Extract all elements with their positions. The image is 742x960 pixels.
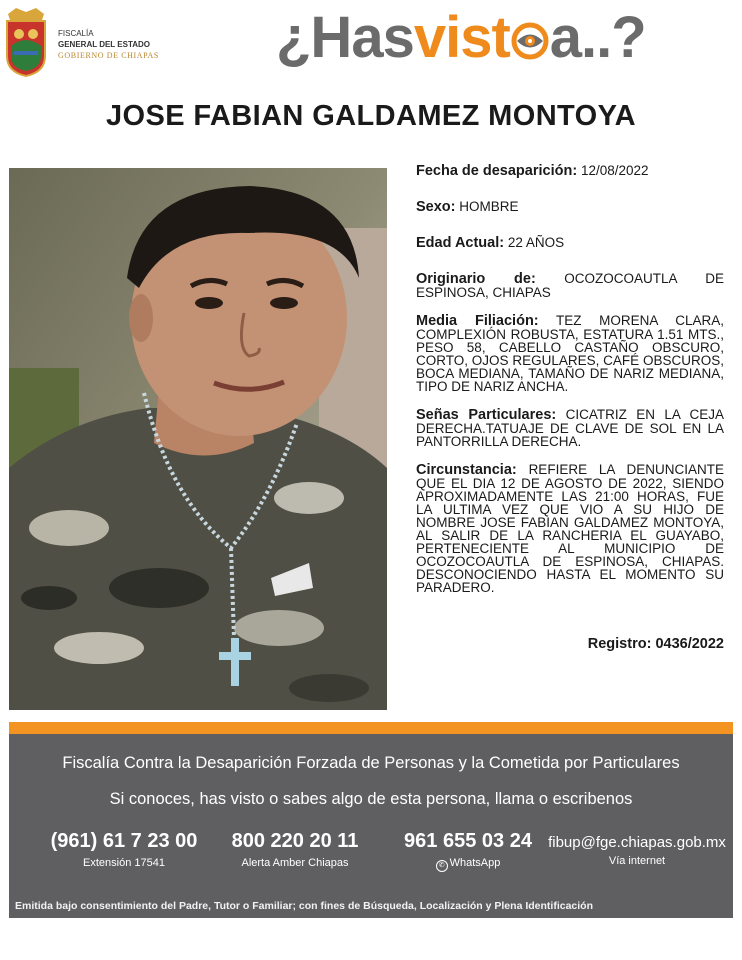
- senas-label: Señas Particulares:: [416, 407, 557, 423]
- campaign-logo: [276, 0, 646, 78]
- contact-main: fibup@fge.chiapas.gob.mx: [548, 834, 726, 851]
- edad-field: [416, 236, 724, 250]
- eye-icon: [511, 1, 549, 39]
- media-filiacion-label: Media Filiación:: [416, 313, 539, 329]
- senas-particulares-field: [416, 408, 724, 448]
- originario-value: OCOZOCOAUTLA DE ESPINOSA, CHIAPAS: [416, 271, 724, 300]
- missing-person-photo: [9, 168, 387, 710]
- consent-note: Emitida bajo consentimiento del Padre, Tutor o Familiar; con fines de Búsqueda, Localización y Plena Identificación: [15, 900, 593, 912]
- org-line-3: GOBIERNO DE CHIAPAS: [58, 51, 159, 60]
- brand-part-b: vist: [413, 5, 510, 70]
- originario-field: [416, 272, 724, 299]
- org-line-2: GENERAL DEL ESTADO: [58, 40, 151, 49]
- contact-footer: [9, 734, 733, 918]
- contact-main: 961 655 03 24: [404, 830, 532, 852]
- media-filiacion-value: TEZ MORENA CLARA, COMPLEXIÓN ROBUSTA, ESTATURA 1.51 MTS., PESO 58, CABELLO CASTAÑO OBSCURO, CORTO, OJOS REGULARES, CAFÉ OBSCUROS, BOCA MEDIANA, TAMAÑO DE NARIZ MEDIANA, TIPO DE NARIZ ANCHA.: [416, 313, 724, 394]
- contact-sub: Alerta Amber Chiapas: [241, 857, 349, 869]
- fecha-label: Fecha de desaparición:: [416, 163, 578, 179]
- org-line-1: FISCALÍA: [58, 29, 94, 38]
- organization-name: [58, 28, 159, 61]
- circunstancia-value: REFIERE LA DENUNCIANTE QUE EL DIA 12 DE AGOSTO DE 2022, SIENDO APROXIMADAMENTE LAS 21:00 HORAS, FUE LA ULTIMA VEZ QUE VIO A SU HIJO DE NOMBRE JOSE FABIAN GALDAMEZ MONTOYA, AL SALIR DE LA RANCHERIA EL GUAYABO, PERTENECIENTE AL MUNICIPIO DE OCOZOCOAUTLA DE ESPINOSA, CHIAPAS. DESCONOCIENDO HASTA EL MOMENTO SU PARADERO.: [416, 462, 724, 595]
- media-filiacion-field: [416, 314, 724, 393]
- sexo-label: Sexo:: [416, 199, 456, 215]
- brand-part-c: a..?: [549, 5, 646, 70]
- whatsapp-icon: ✆: [436, 860, 448, 872]
- registro-value: 0436/2022: [655, 636, 724, 652]
- contact-phone-amber[interactable]: [205, 830, 385, 869]
- contact-sub: Extensión 17541: [83, 857, 165, 869]
- contact-main: (961) 61 7 23 00: [50, 830, 198, 852]
- circunstancia-label: Circunstancia:: [416, 462, 517, 478]
- originario-label: Originario de:: [416, 271, 536, 287]
- contact-sub: WhatsApp: [449, 857, 501, 869]
- details-panel: [416, 164, 724, 609]
- missing-person-name: JOSE FABIAN GALDAMEZ MONTOYA: [105, 100, 637, 132]
- edad-label: Edad Actual:: [416, 235, 505, 251]
- contact-whatsapp[interactable]: [373, 830, 563, 872]
- contact-sub: Vía internet: [608, 855, 666, 867]
- registro-label: Registro:: [587, 636, 652, 652]
- registro-field: [416, 636, 724, 652]
- circunstancia-field: [416, 463, 724, 594]
- orange-divider: [9, 722, 733, 734]
- edad-value: 22 AÑOS: [507, 235, 565, 250]
- contact-phone-fiscalia[interactable]: [29, 830, 219, 869]
- sexo-value: HOMBRE: [459, 199, 519, 214]
- fecha-value: 12/08/2022: [580, 163, 649, 178]
- brand-part-a: ¿Has: [276, 5, 414, 70]
- fecha-desaparicion-field: [416, 164, 724, 178]
- sexo-field: [416, 200, 724, 214]
- contact-main: 800 220 20 11: [231, 830, 359, 852]
- state-coat-of-arms-logo: [2, 6, 50, 78]
- senas-value: CICATRIZ EN LA CEJA DERECHA.TATUAJE DE CLAVE DE SOL EN LA PANTORRILLA DERECHA.: [416, 407, 724, 449]
- contact-sub-wrap: [373, 857, 563, 872]
- footer-title: Fiscalía Contra la Desaparición Forzada de Personas y la Cometida por Particulares: [62, 754, 680, 772]
- footer-subtitle: Si conoces, has visto o sabes algo de esta persona, llama o escribenos: [109, 790, 633, 808]
- contact-email[interactable]: [547, 830, 727, 867]
